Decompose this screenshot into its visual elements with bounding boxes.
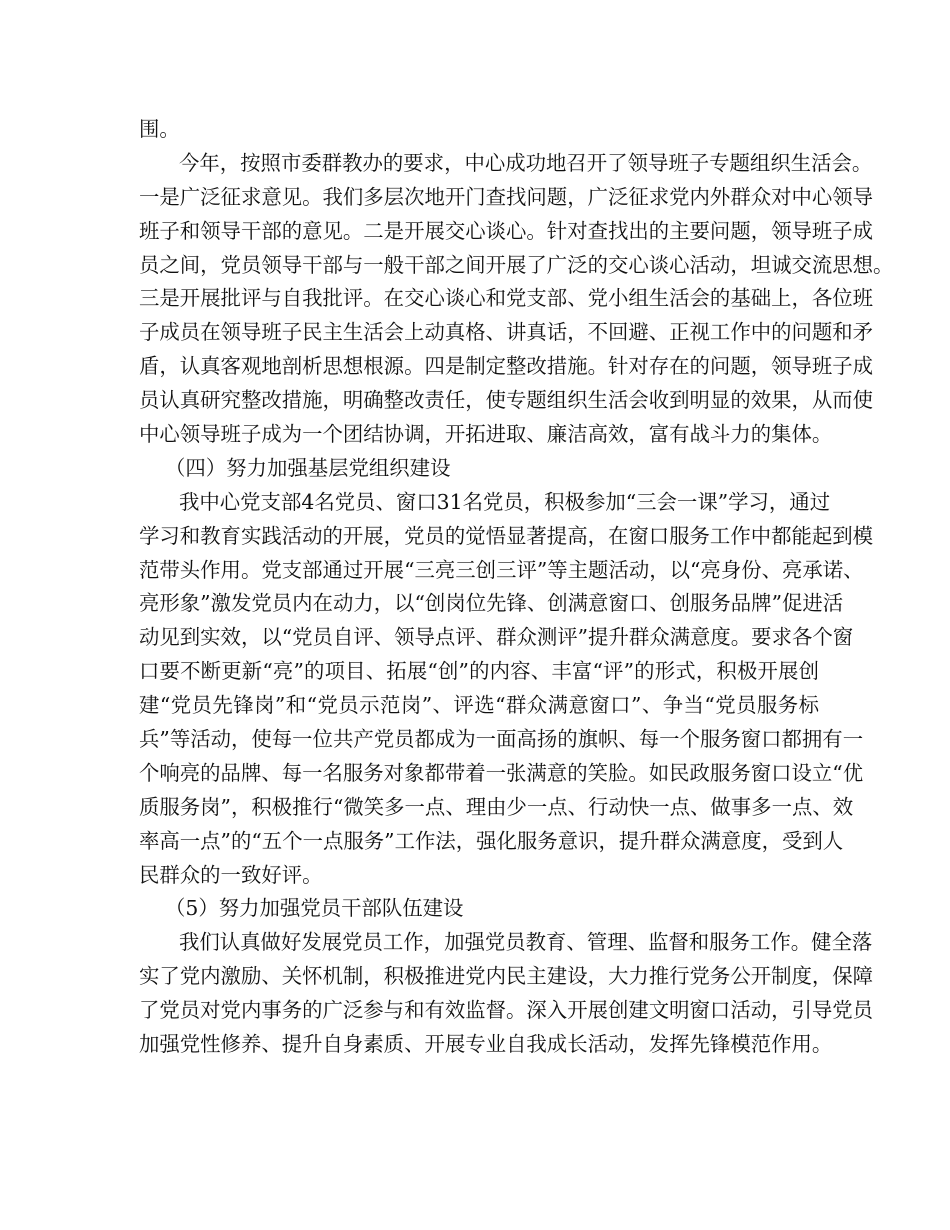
text-line: 了党员对党内事务的广泛参与和有效监督。深入开展创建文明窗口活动，引导党员 (139, 998, 874, 1023)
text-line: 子成员在领导班子民主生活会上动真格、讲真话，不回避、正视工作中的问题和矛 (139, 320, 874, 345)
text-line: 班子和领导干部的意见。二是开展交心谈心。针对查找出的主要问题，领导班子成 (139, 218, 874, 243)
section-heading: （四）努力加强基层党组织建设 (165, 455, 451, 480)
text-line: 中心领导班子成为一个团结协调，开拓进取、廉洁高效，富有战斗力的集体。 (139, 422, 833, 447)
paragraph-start-line: 我们认真做好发展党员工作，加强党员教育、管理、监督和服务工作。健全落 (179, 930, 873, 955)
text-line: 实了党内激励、关怀机制，积极推进党内民主建设，大力推行党务公开制度，保障 (139, 964, 874, 989)
text-line: 员之间，党员领导干部与一般干部之间开展了广泛的交心谈心活动，坦诚交流思想。 (139, 252, 894, 277)
text-line: 动见到实效，以“党员自评、领导点评、群众测评”提升群众满意度。要求各个窗 (139, 625, 854, 650)
text-line: 个响亮的品牌、每一名服务对象都带着一张满意的笑脸。如民政服务窗口设立“优 (139, 760, 864, 785)
text-line: 兵”等活动，使每一位共产党员都成为一面高扬的旗帜、每一个服务窗口都拥有一 (139, 727, 864, 752)
text-line: 建“党员先锋岗”和“党员示范岗”、评选“群众满意窗口”、争当“党员服务标 (139, 693, 819, 718)
paragraph-start-line: 今年，按照市委群教办的要求，中心成功地召开了领导班子专题组织生活会。 (179, 150, 873, 175)
text-line: 亮形象”激发党员内在动力，以“创岗位先锋、创满意窗口、创服务品牌”促进活 (139, 591, 844, 616)
text-line: 三是开展批评与自我批评。在交心谈心和党支部、党小组生活会的基础上，各位班 (139, 286, 874, 311)
text-line: 民群众的一致好评。 (139, 862, 323, 887)
text-line: 范带头作用。党支部通过开展“三亮三创三评”等主题活动，以“亮身份、亮承诺、 (139, 557, 864, 582)
text-line: 盾，认真客观地剖析思想根源。四是制定整改措施。针对存在的问题，领导班子成 (139, 354, 874, 379)
text-line: 加强党性修养、提升自身素质、开展专业自我成长活动，发挥先锋模范作用。 (139, 1032, 833, 1057)
paragraph-start-line: 我中心党支部4名党员、窗口31名党员，积极参加“三会一课”学习，通过 (179, 489, 831, 514)
text-line: 口要不断更新“亮”的项目、拓展“创”的内容、丰富“评”的形式，积极开展创 (139, 659, 819, 684)
text-line: 学习和教育实践活动的开展，党员的觉悟显著提高，在窗口服务工作中都能起到模 (139, 523, 874, 548)
section-heading: （5）努力加强党员干部队伍建设 (165, 896, 464, 921)
text-line: 率高一点”的“五个一点服务”工作法，强化服务意识，提升群众满意度，受到人 (139, 828, 844, 853)
text-line: 员认真研究整改措施，明确整改责任，使专题组织生活会收到明显的效果，从而使 (139, 388, 874, 413)
document-body (139, 113, 894, 1062)
text-line: 质服务岗”，积极推行“微笑多一点、理由少一点、行动快一点、做事多一点、效 (139, 794, 854, 819)
text-line: 围。 (139, 117, 180, 141)
text-line: 一是广泛征求意见。我们多层次地开门查找问题，广泛征求党内外群众对中心领导 (139, 184, 874, 209)
